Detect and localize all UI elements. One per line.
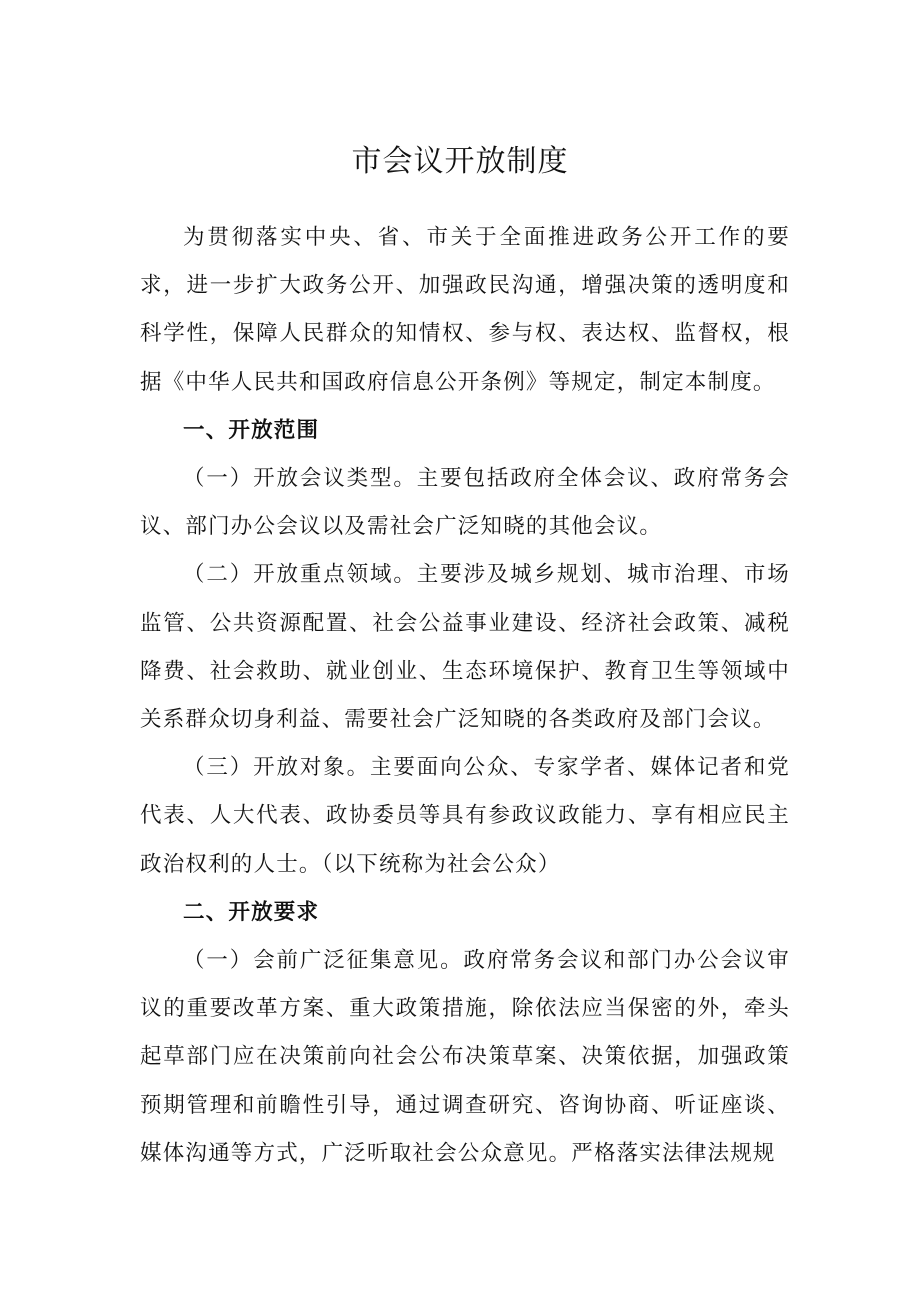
paragraph-pre-meeting-opinions: （一）会前广泛征集意见。政府常务会议和部门办公会议审议的重要改革方案、重大政策措施，除依法应当保密的外，牵头起草部门应在决策前向社会公布决策草案、决策依据，加强政策预期管理和前瞻性引导，通过调查研究、咨询协商、听证座谈、媒体沟通等方式，广泛听取社会公众意见。严格落实法律法规规 xyxy=(140,948,790,1166)
document-body xyxy=(140,214,790,1178)
intro-paragraph: 为贯彻落实中央、省、市关于全面推进政务公开工作的要求，进一步扩大政务公开、加强政民沟通，增强决策的透明度和科学性，保障人民群众的知情权、参与权、表达权、监督权，根据《中华人民共和国政府信息公开条例》等规定，制定本制度。 xyxy=(140,225,790,395)
paragraph-audience: （三）开放对象。主要面向公众、专家学者、媒体记者和党代表、人大代表、政协委员等具有参政议政能力、享有相应民主政治权利的人士。（以下统称为社会公众） xyxy=(140,755,790,877)
section-heading-scope: 一、开放范围 xyxy=(183,417,320,443)
paragraph-meeting-types: （一）开放会议类型。主要包括政府全体会议、政府常务会议、部门办公会议以及需社会广泛知晓的其他会议。 xyxy=(140,466,790,540)
paragraph-key-areas: （二）开放重点领域。主要涉及城乡规划、城市治理、市场监管、公共资源配置、社会公益事业建设、经济社会政策、减税降费、社会救助、就业创业、生态环境保护、教育卫生等领域中关系群众切身利益、需要社会广泛知晓的各类政府及部门会议。 xyxy=(140,562,790,733)
section-heading-requirements: 二、开放要求 xyxy=(183,899,320,925)
document-title: 市会议开放制度 xyxy=(351,144,569,179)
